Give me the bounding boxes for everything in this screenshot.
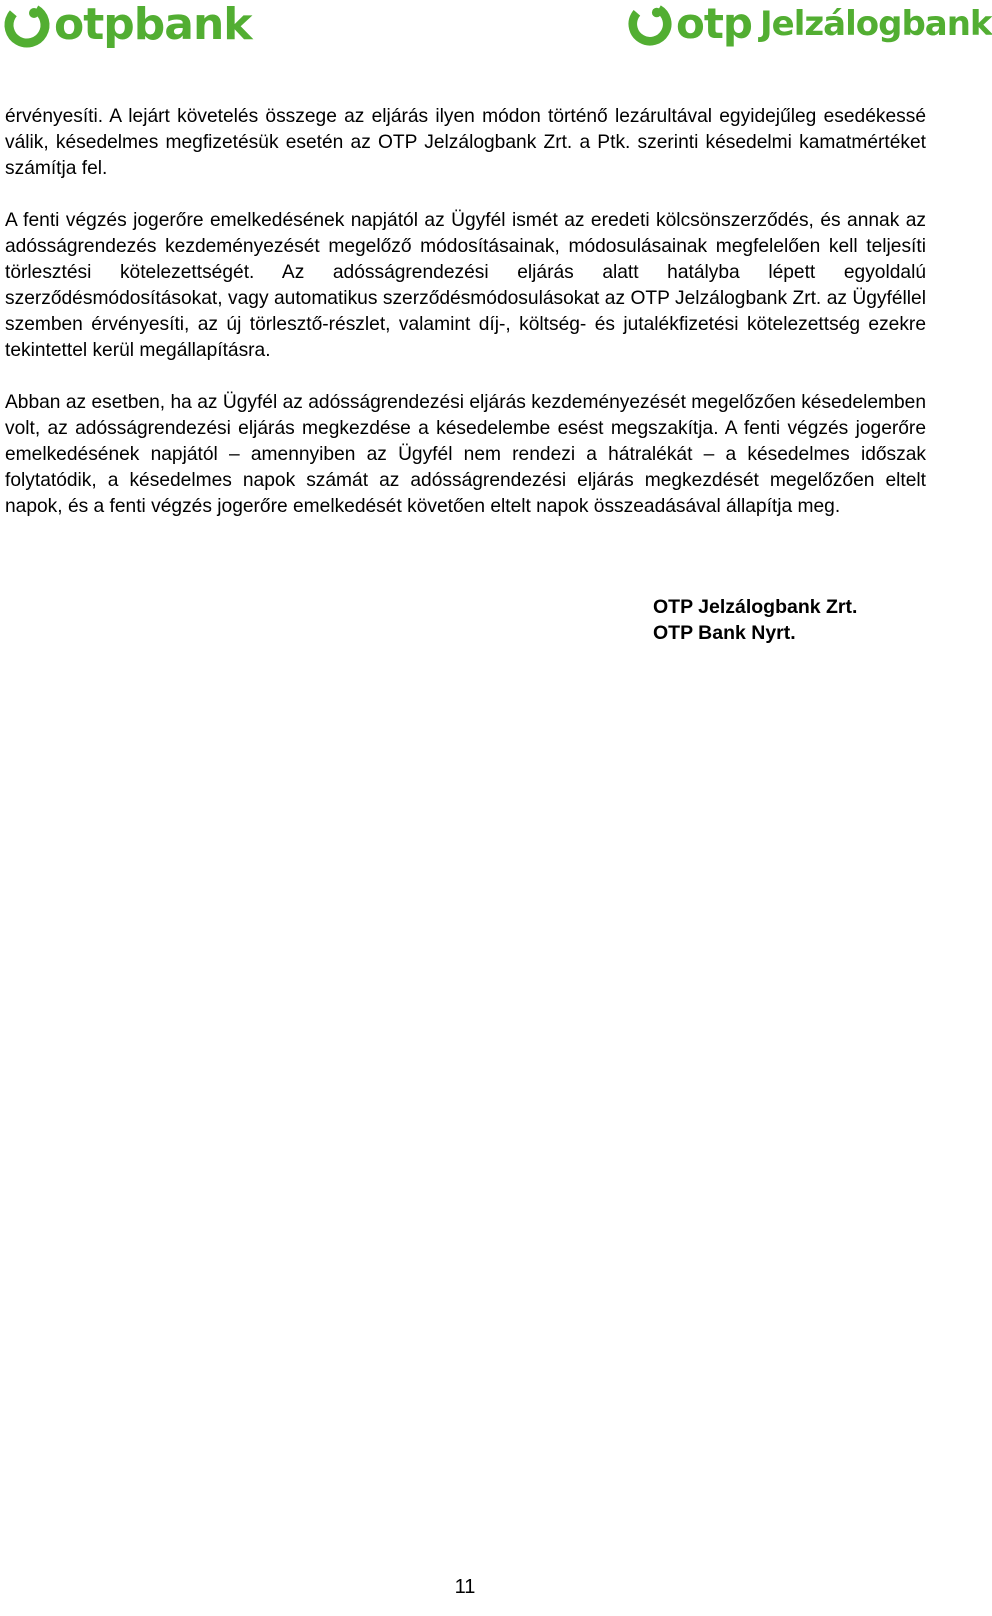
paragraph: érvényesíti. A lejárt követelés összege az eljárás ilyen módon történő lezárultával egyidejűleg esedékessé válik, késedelmes megfizetésük esetén az OTP Jelzálogbank Zrt. a Ptk. szerinti késedelmi kamatmértéket számítja fel. [5, 106, 926, 179]
otp-swirl-icon [4, 2, 50, 48]
signature-block [653, 594, 857, 646]
otp-swirl-icon [628, 2, 672, 46]
otpbank-logo-text: otpbank [54, 0, 252, 50]
otp-jelzalogbank-logo [628, 2, 992, 46]
signature-line-jelzalogbank: OTP Jelzálogbank Zrt. [653, 596, 858, 618]
paragraph: A fenti végzés jogerőre emelkedésének napjától az Ügyfél ismét az eredeti kölcsönszerződés, és annak az adósságrendezés kezdeményezését megelőző módosításainak, módosulásainak megfelelően kell teljesíti törlesztési kötelezettségét. Az adósságrendezési eljárás alatt hatályba lépett egyoldalú szerződésmódosításokat, vagy automatikus szerződésmódosulásokat az OTP Jelzálogbank Zrt. az Ügyféllel szemben érvényesíti, az új törlesztő-részlet, valamint díj-, költség- és jutalékfizetési kötelezettség ezekre tekintettel kerül megállapításra. [5, 210, 926, 361]
page-header [0, 0, 992, 60]
page-number: 11 [454, 1576, 476, 1598]
jelzalogbank-logo-text: Jelzálogbank [760, 4, 992, 44]
signature-line-otpbank: OTP Bank Nyrt. [653, 622, 796, 644]
document-body [5, 104, 926, 546]
otpbank-logo [4, 2, 252, 48]
otp-logo-text: otp [676, 0, 752, 48]
paragraph: Abban az esetben, ha az Ügyfél az adósságrendezési eljárás kezdeményezését megelőzően késedelemben volt, az adósságrendezési eljárás megkezdése a késedelembe esést megszakítja. A fenti végzés jogerőre emelkedésének napjától – amennyiben az Ügyfél nem rendezi a hátralékát – a késedelmes időszak folytatódik, a késedelmes napok számát az adósságrendezési eljárás megkezdését megelőzően eltelt napok, és a fenti végzés jogerőre emelkedését követően eltelt napok összeadásával állapítja meg. [5, 392, 926, 517]
